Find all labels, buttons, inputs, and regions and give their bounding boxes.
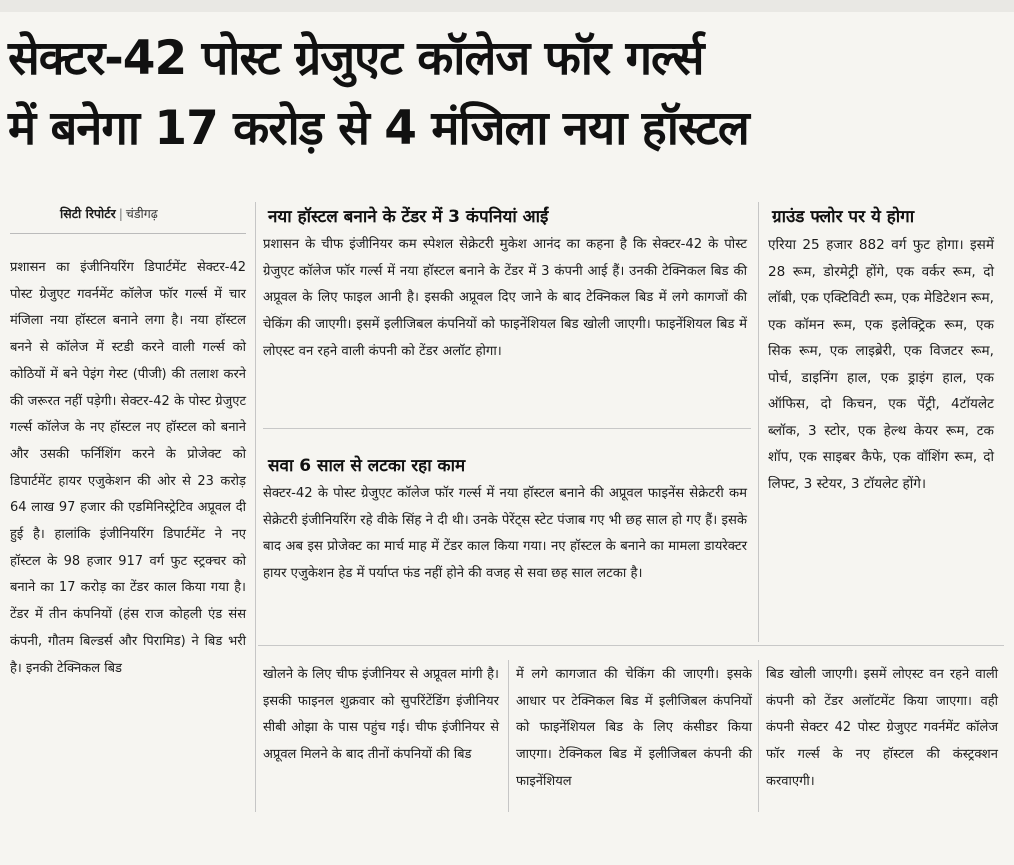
ground-floor-text: एरिया 25 हजार 882 वर्ग फुट होगा। इसमें 28 रूम, डोरमेट्री होंगे, एक वर्कर रूम, दो लॉबी, एक एक्टिविटी रूम, एक मेडिटेशन रूम, एक कॉमन रूम, एक इलेक्ट्रिक रूम, एक सिक रूम, एक लाइब्रेरी, एक विजटर रूम, पोर्च, डाइनिंग हाल, एक ड्राइंग हाल, एक ऑफिस, दो किचन, एक पेंट्री, 4टॉयलेट ब्लॉक, 3 स्टोर, एक हेल्थ केयर रूम, टक शॉप, एक साइबर कैफे, एक वॉशिंग रूम, दो लिफ्ट, 3 स्टेयर, 3 टॉयलेट होंगे। [768,237,994,492]
column-divider [508,660,509,812]
main-story-continuation: में लगे कागजात की चेकिंग की जाएगी। इसके आधार पर टेक्निकल बिड में इलीजिबल कंपनियों को फाइनेंशियल बिड के लिए कंसीडर किया जाएगा। टेक्निकल बिड में इलीजिबल कंपनी की फाइनेंशियल [516,667,752,789]
column-divider [758,660,759,812]
main-story-column: प्रशासन का इंजीनियरिंग डिपार्टमेंट सेक्टर-42 पोस्ट ग्रेजुएट गवर्नमेंट कॉलेज फॉर गर्ल्स में चार मंजिला नया हॉस्टल बनाने लगा है। नया हॉस्टल बनने से कॉलेज में स्टडी करने वाली गर्ल्स को कोठियों में बने पेइंग गेस्ट (पीजी) की तलाश करने की जरूरत नहीं पड़ेगी। सेक्टर-42 के पोस्ट ग्रेजुएट गर्ल्स कॉलेज के नए हॉस्टल नए हॉस्टल को बनाने और उसकी फर्निशिंग करने के प्रोजेक्ट को डिपार्टमेंट हायर एजुकेशन की ओर से 23 करोड़ 64 लाख 97 हजार की एडमिनिस्ट्रेटिव अप्रूवल दी हुई है। हालांकि इंजीनियरिंग डिपार्टमेंट ने नए हॉस्टल के 98 हजार 917 वर्ग फुट स्ट्रक्चर को बनाने का 17 करोड़ का टेंडर काल किया गया है। टेंडर में तीन कंपनियों (हंस राज कोहली एंड संस कंपनी, गौतम बिल्डर्स और पिरामिड) ने बिड भरी है। इनकी टेक्निकल बिड [10,260,246,676]
byline-city: चंडीगढ़ [125,206,158,221]
byline [60,205,158,222]
headline-line-2: में बनेगा 17 करोड़ से 4 मंजिला नया हॉस्टल [8,101,749,156]
tender-box-heading: नया हॉस्टल बनाने के टेंडर में 3 कंपनियां आईं [268,207,549,227]
column-divider [758,202,759,642]
main-story-continuation: बिड खोली जाएगी। इसमें लोएस्ट वन रहने वाली कंपनी को टेंडर अलॉटमेंट किया जाएगा। वही कंपनी सेक्टर 42 पोस्ट ग्रेजुएट गवर्नमेंट कॉलेज फॉर गर्ल्स के नए हॉस्टल की कंस्ट्रक्शन करवाएगी। [766,667,998,789]
byline-reporter: सिटी रिपोर्टर [60,206,116,221]
byline-separator: | [118,206,123,221]
main-story-continuation: खोलने के लिए चीफ इंजीनियर से अप्रूवल मांगी है। इसकी फाइनल शुक्रवार को सुपरिंटेंडिंग इंजीनियर सीबी ओझा के पास पहुंच गई। चीफ इंजीनियर से अप्रूवल मिलने के बाद तीनों कंपनियों की बिड [263,667,499,763]
section-divider [258,645,1004,646]
delay-box-heading: सवा 6 साल से लटका रहा काम [268,456,466,476]
ground-floor-heading: ग्राउंड फ्लोर पर ये होगा [772,207,915,227]
tender-box-text: प्रशासन के चीफ इंजीनियर कम स्पेशल सेक्रेटरी मुकेश आनंद का कहना है कि सेक्टर-42 के पोस्ट ग्रेजुएट कॉलेज फॉर गर्ल्स में नया हॉस्टल बनाने के टेंडर में 3 कंपनी आई हैं। उनकी टेक्निकल बिड की अप्रूवल के लिए फाइल आनी है। इसकी अप्रूवल दिए जाने के बाद टेक्निकल बिड में लगे कागजों की चेकिंग की जाएगी। इसमें इलीजिबल कंपनियों को फाइनेंशियल बिड खोली जाएगी। फाइनेंशियल बिड में लोएस्ट वन रहने वाली कंपनी को टेंडर अलॉट होगा। [263,237,747,359]
headline-line-1: सेक्टर-42 पोस्ट ग्रेजुएट कॉलेज फॉर गर्ल्स [8,31,704,86]
column-divider [255,202,256,812]
headline [8,24,1008,164]
top-page-strip [0,0,1014,12]
delay-box-text: सेक्टर-42 के पोस्ट ग्रेजुएट कॉलेज फॉर गर्ल्स में नया हॉस्टल बनाने की अप्रूवल फाइनेंस सेक्रेटरी कम सेक्रेटरी इंजीनियरिंग रहे वीके सिंह ने दी थी। उनके पेरेंट्स स्टेट पंजाब गए भी छह साल हो गए हैं। इसके बाद अब इस प्रोजेक्ट का मार्च माह में टेंडर काल किया गया। नए हॉस्टल के बनाने का मामला डायरेक्टर हायर एजुकेशन हेड में पर्याप्त फंड नहीं होने की वजह से सवा छह साल लटका है। [263,486,747,582]
section-divider [263,428,751,429]
byline-rule [10,233,246,234]
